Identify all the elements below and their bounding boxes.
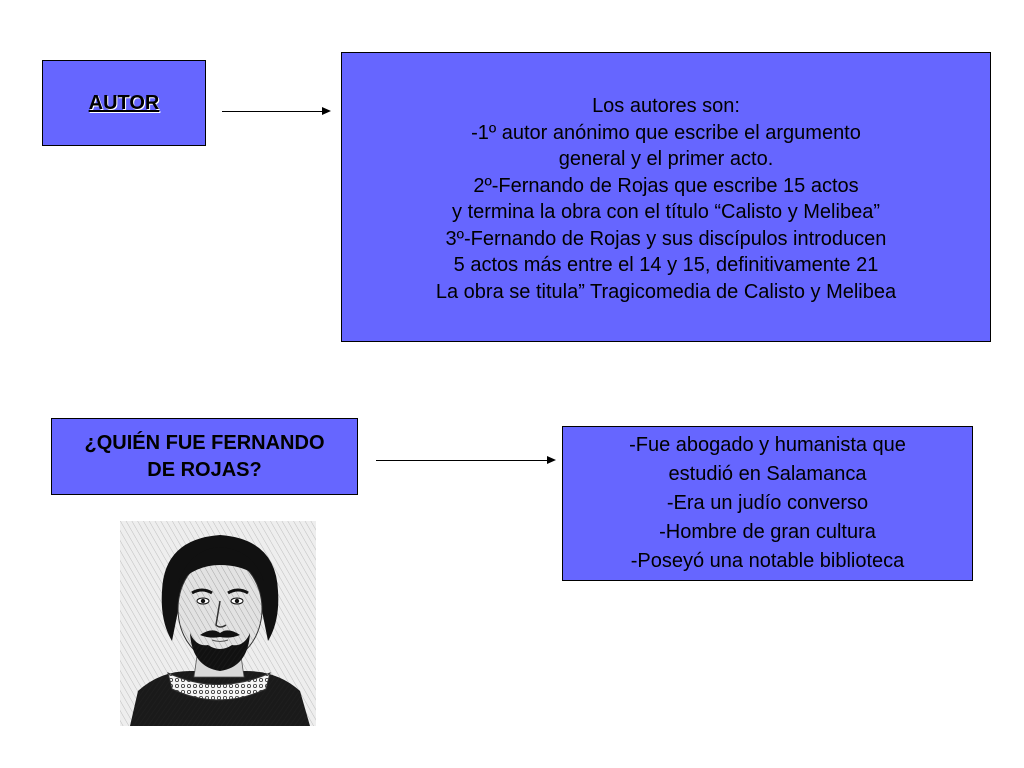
autores-line: Los autores son: xyxy=(592,95,740,117)
arrow-autor-to-autores xyxy=(222,111,323,112)
autores-line: -1º autor anónimo que escribe el argumento xyxy=(471,121,861,144)
autores-line: 3º-Fernando de Rojas y sus discípulos introducen xyxy=(445,227,887,250)
autores-line: y termina la obra con el título “Calisto y Melibea” xyxy=(452,201,880,223)
portrait-engraving-icon xyxy=(120,521,316,726)
arrow-quien-to-fue xyxy=(376,460,548,461)
fue-line: estudió en Salamanca xyxy=(668,463,867,485)
autor-box xyxy=(42,60,206,146)
autores-line: 5 actos más entre el 14 y 15, definitivamente 21 xyxy=(453,254,879,276)
fue-line: -Hombre de gran cultura xyxy=(659,521,876,543)
fue-box xyxy=(562,426,973,581)
quien-line: ¿QUIÉN FUE FERNANDO xyxy=(84,431,325,454)
fue-line: -Poseyó una notable biblioteca xyxy=(630,550,905,572)
fue-line: -Fue abogado y humanista que xyxy=(629,434,906,456)
autor-label: AUTOR xyxy=(88,91,160,114)
quien-box xyxy=(51,418,358,495)
fue-line: -Era un judío converso xyxy=(666,492,869,514)
autores-box xyxy=(341,52,991,342)
autores-line: 2º-Fernando de Rojas que escribe 15 actos xyxy=(473,174,859,197)
quien-line: DE ROJAS? xyxy=(147,458,262,481)
autores-line: general y el primer acto. xyxy=(558,148,774,170)
autores-line: La obra se titula” Tragicomedia de Calisto y Melibea xyxy=(435,280,897,303)
